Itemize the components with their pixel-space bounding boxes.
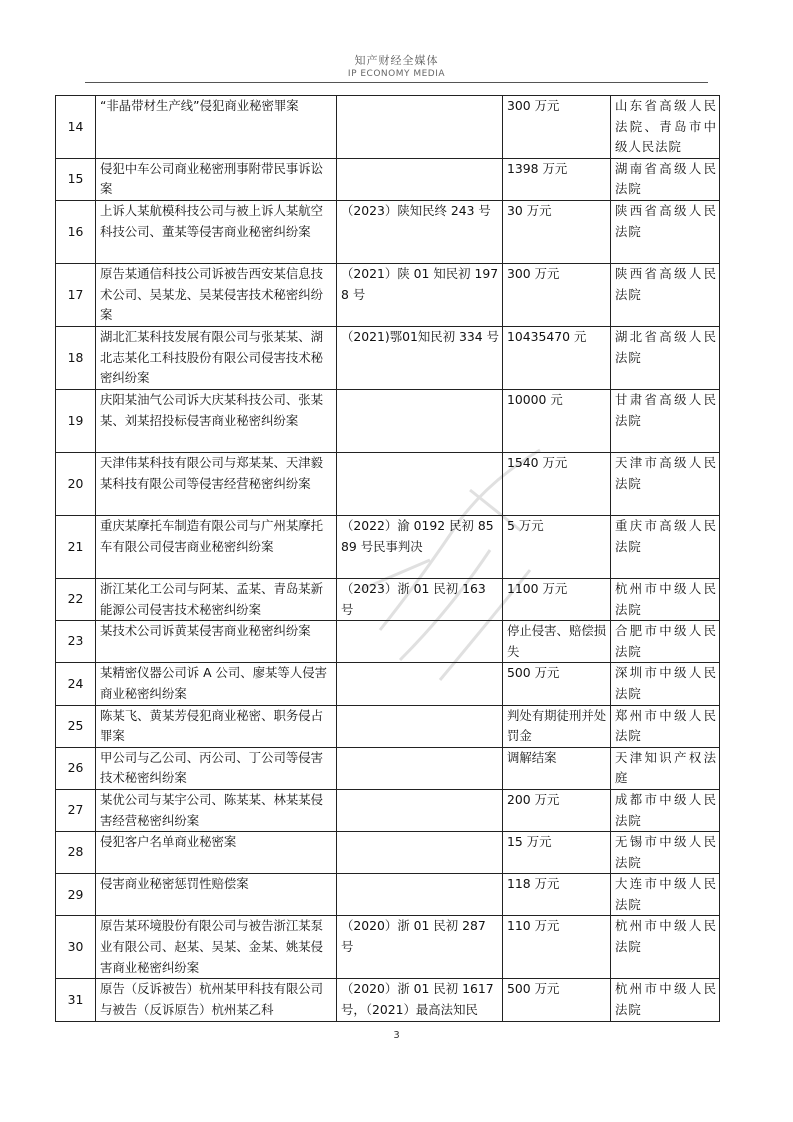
court: 合肥市中级人民法院 <box>611 621 720 663</box>
table-row <box>56 515 720 578</box>
court: 深圳市中级人民法院 <box>611 663 720 705</box>
case-name: 上诉人某航模科技公司与被上诉人某航空科技公司、董某等侵害商业秘密纠纷案 <box>96 200 337 263</box>
case-number <box>337 663 503 705</box>
row-number: 26 <box>56 747 96 789</box>
court: 杭州市中级人民法院 <box>611 578 720 620</box>
row-number: 15 <box>56 158 96 200</box>
amount: 15 万元 <box>503 832 611 874</box>
table-row <box>56 158 720 200</box>
table-row <box>56 705 720 747</box>
court: 重庆市高级人民法院 <box>611 515 720 578</box>
case-number <box>337 705 503 747</box>
row-number: 14 <box>56 96 96 159</box>
table-row <box>56 621 720 663</box>
case-number <box>337 789 503 831</box>
case-name: 某优公司与某宇公司、陈某某、林某某侵害经营秘密纠纷案 <box>96 789 337 831</box>
table-row <box>56 96 720 159</box>
table-row <box>56 200 720 263</box>
case-name: 原告某通信科技公司诉被告西安某信息技术公司、吴某龙、吴某侵害技术秘密纠纷案 <box>96 263 337 326</box>
case-number <box>337 747 503 789</box>
row-number: 29 <box>56 874 96 916</box>
amount: 1540 万元 <box>503 452 611 515</box>
case-number <box>337 96 503 159</box>
amount: 30 万元 <box>503 200 611 263</box>
table-row <box>56 916 720 979</box>
case-name: 原告（反诉被告）杭州某甲科技有限公司与被告（反诉原告）杭州某乙科 <box>96 979 337 1021</box>
court: 无锡市中级人民法院 <box>611 832 720 874</box>
amount: 500 万元 <box>503 979 611 1021</box>
court: 大连市中级人民法院 <box>611 874 720 916</box>
case-number: （2020）浙 01 民初 1617 号，（2021）最高法知民 <box>337 979 503 1021</box>
amount: 10435470 元 <box>503 326 611 389</box>
header-divider <box>85 82 708 83</box>
row-number: 17 <box>56 263 96 326</box>
table-row <box>56 263 720 326</box>
amount: 300 万元 <box>503 263 611 326</box>
case-number: （2023）陕知民终 243 号 <box>337 200 503 263</box>
table-row <box>56 578 720 620</box>
amount: 1100 万元 <box>503 578 611 620</box>
table-row <box>56 789 720 831</box>
row-number: 21 <box>56 515 96 578</box>
amount: 5 万元 <box>503 515 611 578</box>
cases-table <box>55 95 720 1022</box>
case-name: 某精密仪器公司诉 A 公司、廖某等人侵害商业秘密纠纷案 <box>96 663 337 705</box>
amount: 停止侵害、赔偿损失 <box>503 621 611 663</box>
case-number <box>337 389 503 452</box>
case-number <box>337 452 503 515</box>
header-title-cn: 知产财经全媒体 <box>354 54 439 67</box>
row-number: 19 <box>56 389 96 452</box>
case-name: 原告某环境股份有限公司与被告浙江某泵业有限公司、赵某、吴某、金某、姚某侵害商业秘密纠纷案 <box>96 916 337 979</box>
case-number <box>337 158 503 200</box>
amount: 118 万元 <box>503 874 611 916</box>
court: 成都市中级人民法院 <box>611 789 720 831</box>
court: 郑州市中级人民法院 <box>611 705 720 747</box>
court: 杭州市中级人民法院 <box>611 916 720 979</box>
case-name: 侵犯客户名单商业秘密案 <box>96 832 337 874</box>
court: 山东省高级人民法院、青岛市中级人民法院 <box>611 96 720 159</box>
court: 陕西省高级人民法院 <box>611 200 720 263</box>
page-number: 3 <box>393 1030 400 1041</box>
amount: 1398 万元 <box>503 158 611 200</box>
amount: 判处有期徒刑并处罚金 <box>503 705 611 747</box>
case-number: （2021）陕 01 知民初 1978 号 <box>337 263 503 326</box>
court: 天津市高级人民法院 <box>611 452 720 515</box>
case-number <box>337 832 503 874</box>
amount: 110 万元 <box>503 916 611 979</box>
case-number: （2022）渝 0192 民初 8589 号民事判决 <box>337 515 503 578</box>
row-number: 27 <box>56 789 96 831</box>
row-number: 23 <box>56 621 96 663</box>
court: 天津知识产权法庭 <box>611 747 720 789</box>
case-name: 浙江某化工公司与阿某、孟某、青岛某新能源公司侵害技术秘密纠纷案 <box>96 578 337 620</box>
case-name: 某技术公司诉黄某侵害商业秘密纠纷案 <box>96 621 337 663</box>
row-number: 16 <box>56 200 96 263</box>
row-number: 18 <box>56 326 96 389</box>
case-name: 陈某飞、黄某芳侵犯商业秘密、职务侵占罪案 <box>96 705 337 747</box>
case-name: 庆阳某油气公司诉大庆某科技公司、张某某、刘某招投标侵害商业秘密纠纷案 <box>96 389 337 452</box>
amount: 调解结案 <box>503 747 611 789</box>
row-number: 22 <box>56 578 96 620</box>
case-number <box>337 621 503 663</box>
table-row <box>56 832 720 874</box>
table-row <box>56 979 720 1021</box>
case-name: 甲公司与乙公司、丙公司、丁公司等侵害技术秘密纠纷案 <box>96 747 337 789</box>
case-name: 天津伟某科技有限公司与郑某某、天津毅某科技有限公司等侵害经营秘密纠纷案 <box>96 452 337 515</box>
case-name: 侵犯中车公司商业秘密刑事附带民事诉讼案 <box>96 158 337 200</box>
table-row <box>56 747 720 789</box>
case-name: 重庆某摩托车制造有限公司与广州某摩托车有限公司侵害商业秘密纠纷案 <box>96 515 337 578</box>
case-number: （2021)鄂01知民初 334 号 <box>337 326 503 389</box>
court: 陕西省高级人民法院 <box>611 263 720 326</box>
row-number: 28 <box>56 832 96 874</box>
row-number: 30 <box>56 916 96 979</box>
table-row <box>56 326 720 389</box>
amount: 10000 元 <box>503 389 611 452</box>
case-number: （2020）浙 01 民初 287 号 <box>337 916 503 979</box>
case-name: 侵害商业秘密惩罚性赔偿案 <box>96 874 337 916</box>
amount: 200 万元 <box>503 789 611 831</box>
court: 湖南省高级人民法院 <box>611 158 720 200</box>
row-number: 20 <box>56 452 96 515</box>
row-number: 31 <box>56 979 96 1021</box>
table-row <box>56 874 720 916</box>
case-name: “非晶带材生产线”侵犯商业秘密罪案 <box>96 96 337 159</box>
court: 杭州市中级人民法院 <box>611 979 720 1021</box>
table-row <box>56 663 720 705</box>
header-title-en: IP ECONOMY MEDIA <box>347 69 446 79</box>
amount: 300 万元 <box>503 96 611 159</box>
row-number: 25 <box>56 705 96 747</box>
row-number: 24 <box>56 663 96 705</box>
table-row <box>56 389 720 452</box>
case-name: 湖北汇某科技发展有限公司与张某某、湖北志某化工科技股份有限公司侵害技术秘密纠纷案 <box>96 326 337 389</box>
amount: 500 万元 <box>503 663 611 705</box>
case-number: （2023）浙 01 民初 163 号 <box>337 578 503 620</box>
table-row <box>56 452 720 515</box>
case-number <box>337 874 503 916</box>
court: 甘肃省高级人民法院 <box>611 389 720 452</box>
page-header <box>0 52 793 79</box>
court: 湖北省高级人民法院 <box>611 326 720 389</box>
